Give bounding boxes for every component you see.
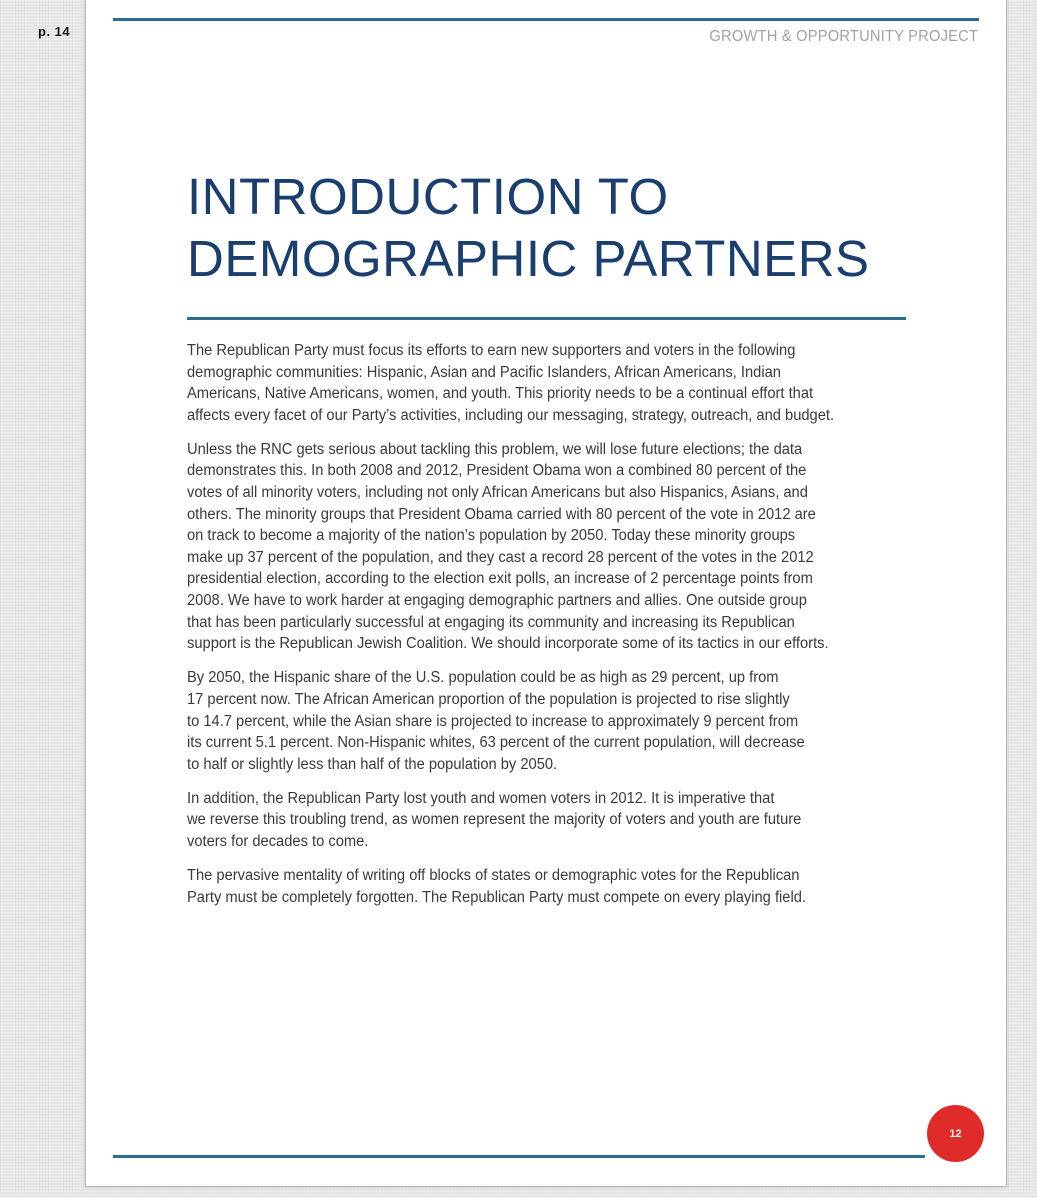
page-title [187,166,870,290]
title-rule [187,317,906,320]
paragraph: The Republican Party must focus its efforts to earn new supporters and voters in the following demographic communities: Hispanic, Asian and Pacific Islanders, African Americans, Indian Americans, Native Americans, women, and youth. This priority needs to be a continual effort that affects every facet of our Party’s activities, including our messaging, strategy, outreach, and budget. [187,342,835,424]
running-header: GROWTH & OPPORTUNITY PROJECT [709,28,978,45]
viewer-page-label: p. 14 [38,24,71,39]
body-text [187,340,884,921]
paragraph: Unless the RNC gets serious about tackling this problem, we will lose future elections; the data demonstrates this. In both 2008 and 2012, President Obama won a combined 80 percent of the votes of all minority voters, including not only African Americans but also Hispanics, Asians, and others. The minority groups that President Obama carried with 80 percent of the vote in 2012 are on track to become a majority of the nation’s population by 2050. Today these minority groups make up 37 percent of the population, and they cast a record 28 percent of the votes in the 2012 presidential election, according to the election exit polls, an increase of 2 percentage points from 2008. We have to work harder at engaging demographic partners and allies. One outside group that has been particularly successful at engaging its community and increasing its Republican support is the Republican Jewish Coalition. We should incorporate some of its tactics in our efforts. [187,440,829,653]
page-number-badge: 12 [927,1105,984,1162]
footer-rule [113,1155,925,1158]
paragraph: In addition, the Republican Party lost youth and women voters in 2012. It is imperative that we reverse this troubling trend, as women represent the majority of voters and youth are future voters for decades to come. [187,789,802,850]
document-page [85,0,1007,1187]
paragraph: The pervasive mentality of writing off blocks of states or demographic votes for the Republican Party must be completely forgotten. The Republican Party must compete on every playing field. [187,867,807,906]
header-rule [113,18,979,21]
page-title-line-1: INTRODUCTION TO [187,168,669,225]
paragraph: By 2050, the Hispanic share of the U.S. population could be as high as 29 percent, up from 17 percent now. The African American proportion of the population is projected to rise slightly to 14.7 percent, while the Asian share is projected to increase to approximately 9 percent from its current 5.1 percent. Non-Hispanic whites, 63 percent of the current population, will decrease to half or slightly less than half of the population by 2050. [187,669,805,773]
page-title-line-2: DEMOGRAPHIC PARTNERS [187,230,870,287]
